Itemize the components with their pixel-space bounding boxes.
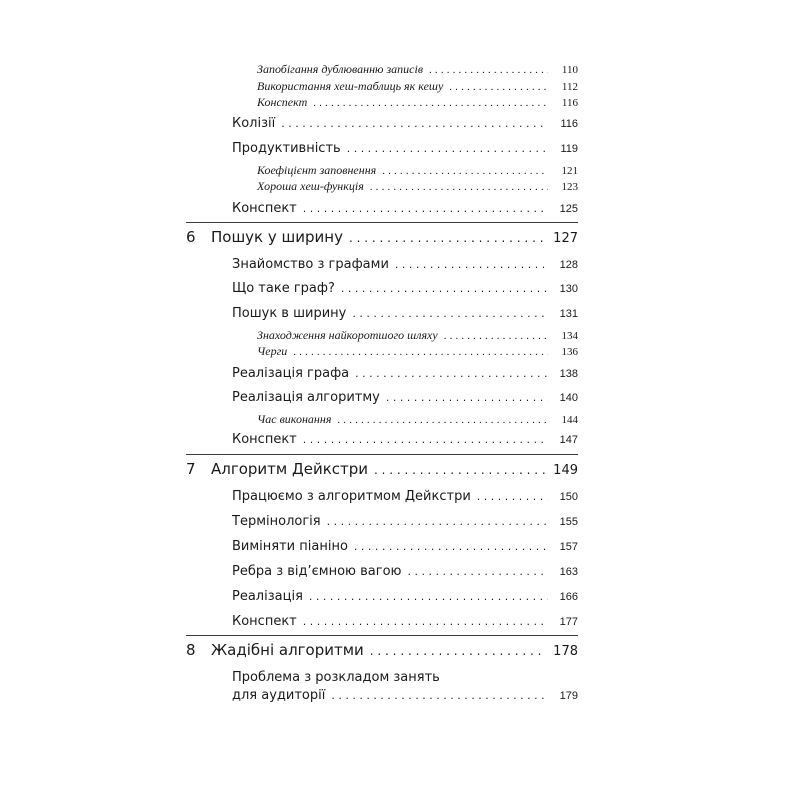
toc-chapter[interactable] — [186, 460, 578, 478]
chapter-title: Пошук у ширину — [211, 228, 343, 246]
toc-entry-title: Реалізація графа — [232, 366, 350, 381]
chapter-number: 6 — [186, 228, 196, 246]
toc-chapter[interactable] — [186, 641, 578, 659]
toc-entry-title: Реалізація алгоритму — [232, 390, 380, 405]
dot-leader — [313, 97, 548, 109]
toc-chapter[interactable] — [186, 228, 578, 246]
dot-leader — [386, 391, 548, 404]
toc-entry[interactable] — [257, 79, 578, 94]
dot-leader — [327, 515, 548, 528]
chapter-number: 8 — [186, 641, 196, 659]
toc-entry[interactable] — [232, 141, 578, 156]
toc-entry-page: 155 — [559, 516, 578, 528]
toc-entry-page: 157 — [559, 541, 578, 553]
toc-entry[interactable] — [232, 201, 578, 216]
toc-entry-page: 112 — [561, 81, 578, 93]
toc-entry-page: 123 — [561, 181, 578, 193]
dot-leader — [309, 590, 548, 603]
toc-entry-page: 110 — [561, 64, 578, 76]
dot-leader — [281, 117, 548, 130]
toc-entry-title: Коефіцієнт заповнення — [257, 163, 377, 177]
toc-entry[interactable] — [232, 306, 578, 321]
dot-leader — [382, 165, 548, 177]
toc-entry-title: Черги — [257, 344, 288, 358]
chapter-title: Алгоритм Дейкстри — [211, 460, 369, 478]
dot-leader — [349, 231, 545, 245]
dot-leader — [354, 540, 548, 553]
toc-entry[interactable] — [232, 116, 578, 131]
toc-entry-title: Запобігання дублюванню записів — [257, 62, 424, 76]
toc-entry[interactable] — [232, 489, 578, 504]
dot-leader — [370, 644, 545, 658]
dot-leader — [477, 490, 548, 503]
toc-entry[interactable] — [232, 432, 578, 447]
toc-entry[interactable] — [232, 390, 578, 405]
dot-leader — [293, 346, 548, 358]
dot-leader — [303, 433, 548, 446]
toc-entry-page: 166 — [559, 591, 578, 603]
dot-leader — [444, 330, 548, 342]
toc-entry[interactable] — [232, 539, 578, 554]
toc-entry-line2 — [232, 688, 578, 703]
toc-entry-title: Знайомство з графами — [232, 257, 389, 272]
toc-entry-page: 144 — [561, 414, 578, 426]
toc-entry-page: 121 — [561, 165, 578, 177]
dot-leader — [352, 307, 548, 320]
toc-entry-page: 140 — [559, 392, 578, 404]
toc-entry-title: Знаходження найкоротшого шляху — [257, 328, 438, 342]
toc-entry-title: Колізії — [232, 116, 276, 131]
dot-leader — [303, 615, 548, 628]
chapter-divider — [186, 635, 578, 636]
toc-entry-title: Конспект — [232, 432, 297, 447]
toc-entry-page: 138 — [559, 368, 578, 380]
toc-entry[interactable] — [257, 179, 578, 194]
toc-entry-title: Конспект — [232, 614, 297, 629]
toc-entry[interactable] — [257, 328, 578, 343]
toc-entry-page: 116 — [561, 97, 578, 109]
toc-entry-title-line2: для аудиторії — [232, 688, 326, 703]
toc-entry-title: Ребра з від’ємною вагою — [232, 564, 402, 579]
toc-entry-title: Виміняти піаніно — [232, 539, 348, 554]
dot-leader — [355, 367, 548, 380]
toc-entry-page: 131 — [559, 308, 578, 320]
toc-entry-title: Продуктивність — [232, 141, 341, 156]
toc-entry-page: 147 — [559, 434, 578, 446]
dot-leader — [429, 64, 548, 76]
toc-entry-title: Час виконання — [257, 412, 332, 426]
toc-entry-title: Працюємо з алгоритмом Дейкстри — [232, 489, 471, 504]
dot-leader — [407, 565, 548, 578]
toc-entry-page: 177 — [559, 616, 578, 628]
dot-leader — [374, 463, 545, 477]
toc-entry[interactable] — [257, 95, 578, 110]
toc-entry-page: 130 — [559, 283, 578, 295]
chapter-page: 127 — [553, 231, 578, 246]
toc-entry-page: 136 — [561, 346, 578, 358]
toc-entry-title: Хороша хеш-функція — [257, 179, 364, 193]
dot-leader — [347, 142, 548, 155]
chapter-divider — [186, 222, 578, 223]
toc-entry-page: 134 — [561, 330, 578, 342]
chapter-title: Жадібні алгоритми — [211, 641, 364, 659]
toc-entry-page: 128 — [559, 259, 578, 271]
dot-leader — [449, 81, 548, 93]
dot-leader — [331, 689, 548, 702]
chapter-divider — [186, 454, 578, 455]
toc-entry-title: Термінологія — [232, 514, 321, 529]
toc-entry-page: 179 — [559, 690, 578, 702]
toc-entry-page: 163 — [559, 566, 578, 578]
toc-entry-title: Пошук в ширину — [232, 306, 347, 321]
toc-entry[interactable] — [232, 257, 578, 272]
toc-entry-page: 119 — [560, 143, 578, 155]
dot-leader — [337, 414, 548, 426]
toc-entry[interactable] — [232, 564, 578, 579]
toc-entry[interactable] — [257, 163, 578, 178]
dot-leader — [303, 202, 548, 215]
toc-entry-page: 125 — [559, 203, 578, 215]
toc-entry-title: Використання хеш-таблиць як кешу — [257, 79, 444, 93]
toc-entry-title: Конспект — [257, 95, 308, 109]
toc-entry[interactable] — [232, 614, 578, 629]
toc-entry[interactable] — [257, 62, 578, 77]
chapter-number: 7 — [186, 460, 196, 478]
dot-leader — [370, 181, 548, 193]
toc-entry[interactable] — [257, 412, 578, 427]
toc-entry[interactable] — [232, 589, 578, 604]
toc-entry-title: Конспект — [232, 201, 297, 216]
dot-leader — [341, 282, 548, 295]
chapter-page: 149 — [553, 463, 578, 478]
toc-entry[interactable] — [232, 281, 578, 296]
toc-entry-title: Що таке граф? — [232, 281, 335, 296]
toc-entry-page: 116 — [560, 118, 578, 130]
chapter-page: 178 — [553, 644, 578, 659]
dot-leader — [395, 258, 548, 271]
toc-entry-title-line1: Проблема з розкладом занять — [232, 670, 440, 685]
toc-entry-title: Реалізація — [232, 589, 303, 604]
toc-entry[interactable] — [232, 514, 578, 529]
toc-entry[interactable] — [257, 344, 578, 359]
toc-entry[interactable] — [232, 366, 578, 381]
toc-entry-page: 150 — [559, 491, 578, 503]
